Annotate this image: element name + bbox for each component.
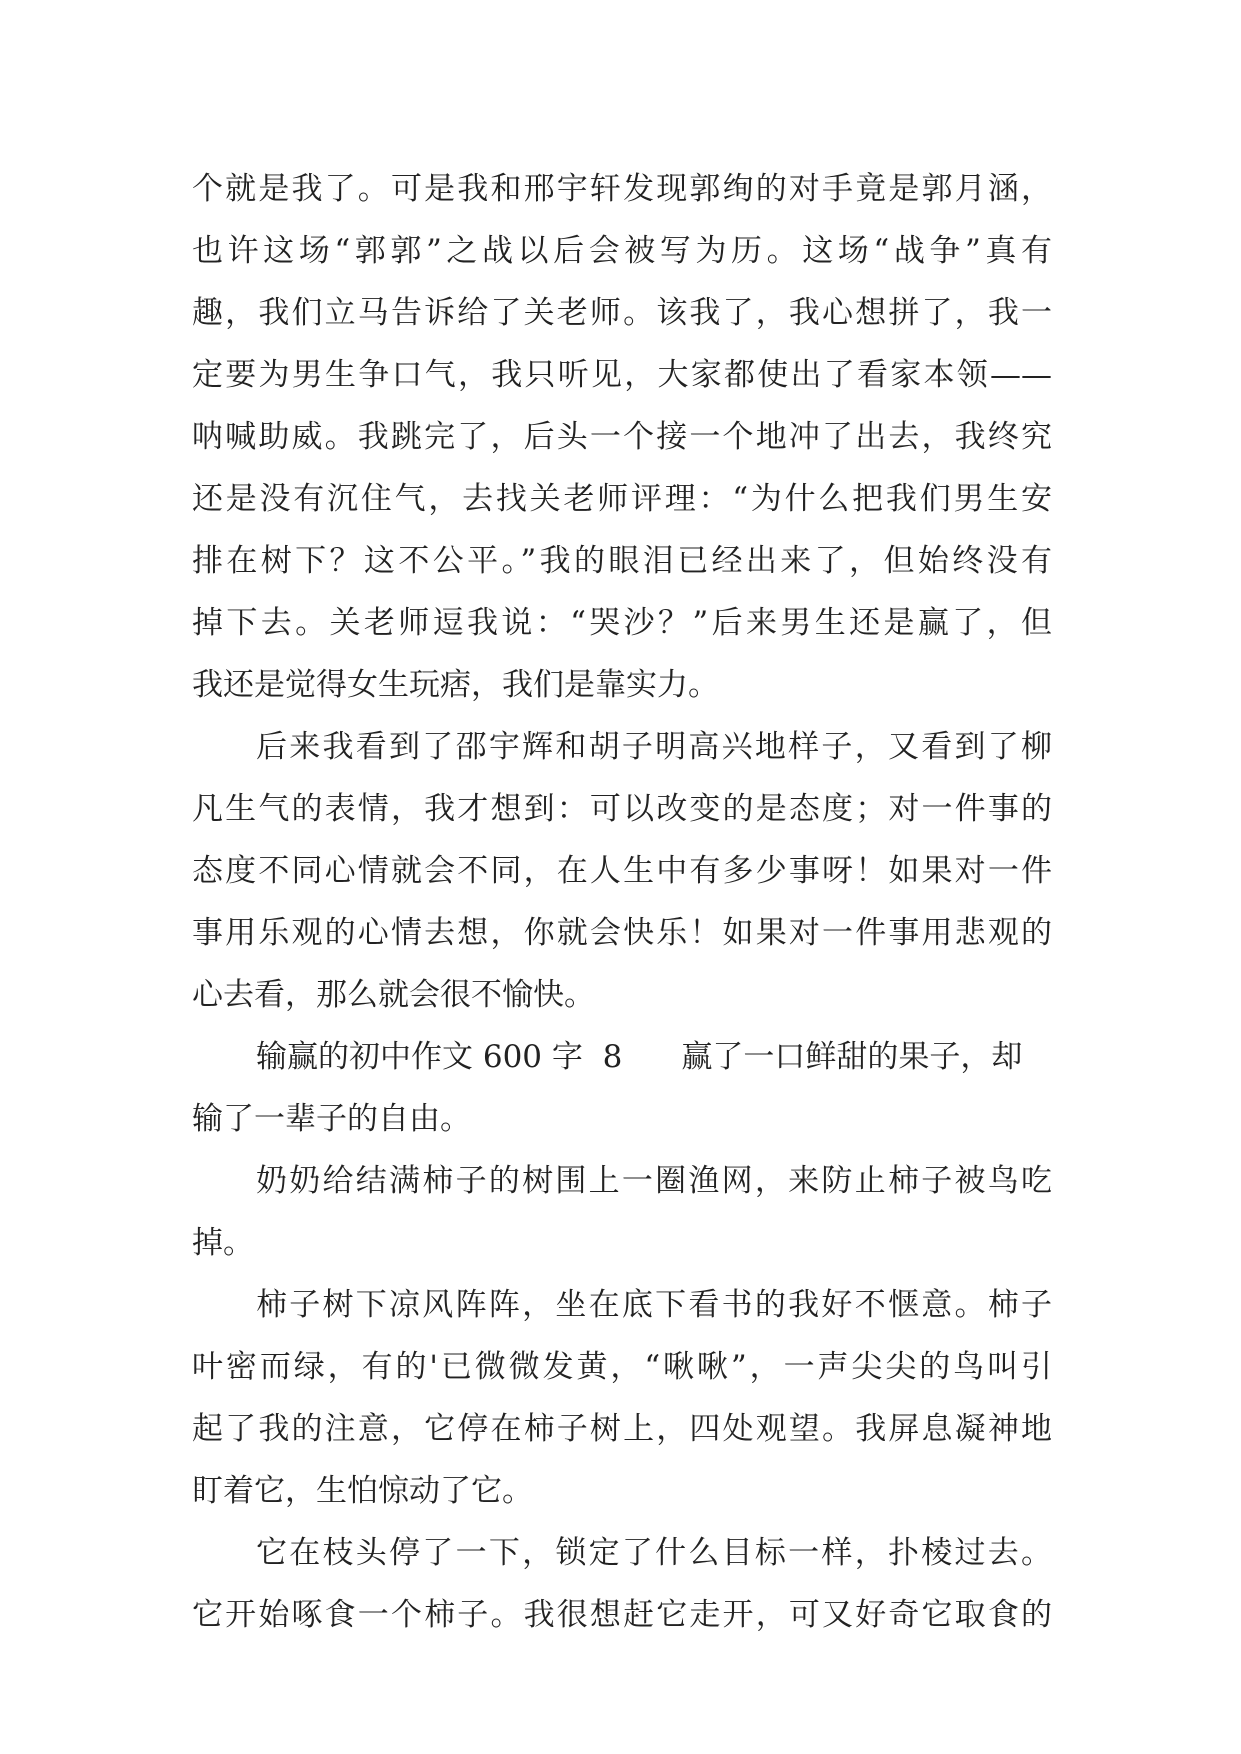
- text-line: 事用乐观的心情去想，你就会快乐！如果对一件事用悲观的: [192, 915, 1052, 951]
- document-body: [192, 158, 1052, 1646]
- text-line: 起了我的注意，它停在柿子树上，四处观望。我屏息凝神地: [192, 1411, 1052, 1447]
- text-line: 趣，我们立马告诉给了关老师。该我了，我心想拼了，我一: [192, 295, 1052, 331]
- text-line: 奶奶给结满柿子的树围上一圈渔网，来防止柿子被鸟吃: [256, 1163, 1052, 1199]
- text-line: 定要为男生争口气，我只听见，大家都使出了看家本领——: [192, 357, 1052, 393]
- text-line: 输了一辈子的自由。: [192, 1101, 471, 1137]
- text-line: 柿子树下凉风阵阵，坐在底下看书的我好不惬意。柿子: [256, 1287, 1052, 1323]
- text-line: 态度不同心情就会不同，在人生中有多少事呀！如果对一件: [192, 853, 1052, 889]
- text-line: 叶密而绿，有的'已微微发黄，“啾啾”，一声尖尖的鸟叫引: [192, 1349, 1052, 1385]
- text-line: 掉。: [192, 1225, 254, 1261]
- text-line: 个就是我了。可是我和邢宇轩发现郭绚的对手竟是郭月涵，: [192, 171, 1052, 207]
- text-line: 我还是觉得女生玩痞，我们是靠实力。: [192, 667, 719, 703]
- text-line: 它在枝头停了一下，锁定了什么目标一样，扑棱过去。: [256, 1535, 1052, 1571]
- text-line: 盯着它，生怕惊动了它。: [192, 1473, 533, 1509]
- text-line: 呐喊助威。我跳完了，后头一个接一个地冲了出去，我终究: [192, 419, 1052, 455]
- text-line: 掉下去。关老师逗我说：“哭沙？”后来男生还是赢了，但: [192, 605, 1052, 641]
- text-line: 排在树下？这不公平。”我的眼泪已经出来了，但始终没有: [192, 543, 1052, 579]
- text-line: 它开始啄食一个柿子。我很想赶它走开，可又好奇它取食的: [192, 1597, 1052, 1633]
- text-line: 还是没有沉住气，去找关老师评理：“为什么把我们男生安: [192, 481, 1052, 517]
- text-line: 输赢的初中作文 600 字 8 赢了一口鲜甜的果子，却: [256, 1039, 1023, 1075]
- text-line: 也许这场“郭郭”之战以后会被写为历。这场“战争”真有: [192, 233, 1052, 269]
- text-line: 心去看，那么就会很不愉快。: [192, 977, 595, 1013]
- text-line: 凡生气的表情，我才想到：可以改变的是态度；对一件事的: [192, 791, 1052, 827]
- text-line: 后来我看到了邵宇辉和胡子明高兴地样子，又看到了柳: [256, 729, 1052, 765]
